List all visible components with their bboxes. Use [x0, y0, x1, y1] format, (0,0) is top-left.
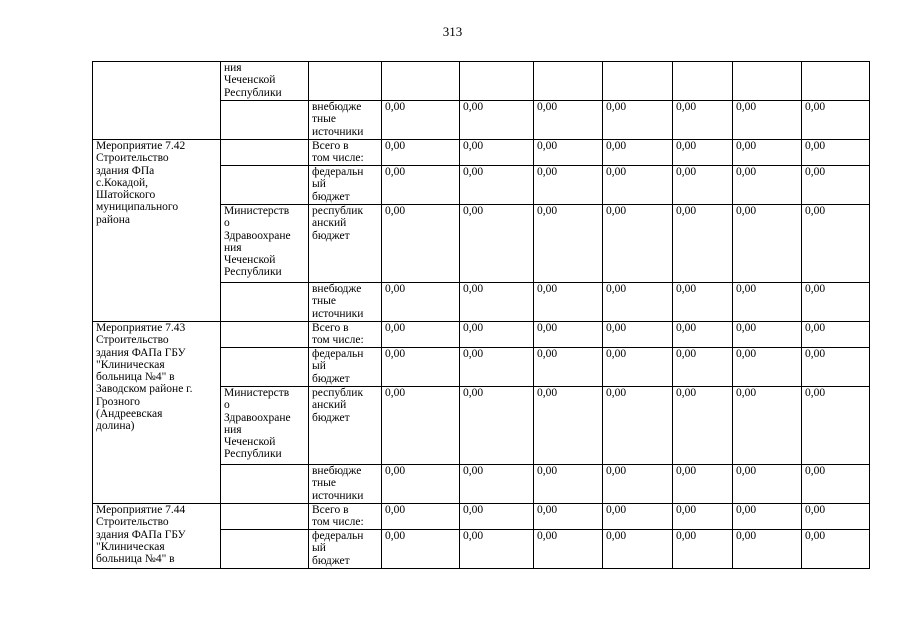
value-cell-y5: 0,00	[673, 504, 733, 530]
table-row	[93, 140, 870, 166]
value-cell-y3: 0,00	[534, 101, 603, 140]
value-cell-y6: 0,00	[733, 348, 802, 387]
value-cell-y5: 0,00	[673, 348, 733, 387]
funding-source-cell	[309, 62, 382, 101]
value-cell-y1	[382, 62, 460, 101]
value-cell-y2: 0,00	[460, 140, 534, 166]
value-cell-y5: 0,00	[673, 465, 733, 504]
value-cell-y4: 0,00	[603, 387, 673, 465]
table-row	[93, 62, 870, 101]
executor-cell: Министерств о Здравоохране ния Чеченской Республики	[221, 387, 309, 465]
funding-source-cell: федеральн ый бюджет	[309, 348, 382, 387]
value-cell-y7	[802, 62, 870, 101]
executor-cell: Министерств о Здравоохране ния Чеченской Республики	[221, 205, 309, 283]
value-cell-y2: 0,00	[460, 322, 534, 348]
value-cell-y3: 0,00	[534, 322, 603, 348]
table-row	[93, 504, 870, 530]
value-cell-y6: 0,00	[733, 166, 802, 205]
value-cell-y4: 0,00	[603, 530, 673, 569]
value-cell-y5: 0,00	[673, 140, 733, 166]
value-cell-y6: 0,00	[733, 465, 802, 504]
value-cell-y7: 0,00	[802, 140, 870, 166]
value-cell-y3: 0,00	[534, 140, 603, 166]
value-cell-y5	[673, 62, 733, 101]
value-cell-y1: 0,00	[382, 348, 460, 387]
value-cell-y2: 0,00	[460, 387, 534, 465]
value-cell-y7: 0,00	[802, 166, 870, 205]
value-cell-y5: 0,00	[673, 205, 733, 283]
funding-source-cell: внебюдже тные источники	[309, 465, 382, 504]
value-cell-y2	[460, 62, 534, 101]
funding-source-cell: Всего в том числе:	[309, 322, 382, 348]
executor-cell	[221, 530, 309, 569]
value-cell-y6: 0,00	[733, 283, 802, 322]
page-number: 313	[442, 24, 463, 39]
value-cell-y3: 0,00	[534, 205, 603, 283]
value-cell-y1: 0,00	[382, 504, 460, 530]
value-cell-y5: 0,00	[673, 530, 733, 569]
value-cell-y6: 0,00	[733, 530, 802, 569]
funding-source-cell: внебюдже тные источники	[309, 283, 382, 322]
value-cell-y1: 0,00	[382, 205, 460, 283]
value-cell-y3: 0,00	[534, 504, 603, 530]
value-cell-y5: 0,00	[673, 322, 733, 348]
funding-source-cell: республик анский бюджет	[309, 387, 382, 465]
value-cell-y7: 0,00	[802, 101, 870, 140]
executor-cell	[221, 322, 309, 348]
executor-cell	[221, 504, 309, 530]
value-cell-y4: 0,00	[603, 348, 673, 387]
value-cell-y6	[733, 62, 802, 101]
value-cell-y3: 0,00	[534, 530, 603, 569]
value-cell-y3: 0,00	[534, 465, 603, 504]
value-cell-y4	[603, 62, 673, 101]
value-cell-y3	[534, 62, 603, 101]
measure-title-cell: Мероприятие 7.42 Строительство здания ФПа с.Кокадой, Шатойского муниципального района	[93, 140, 221, 322]
value-cell-y2: 0,00	[460, 101, 534, 140]
value-cell-y6: 0,00	[733, 322, 802, 348]
executor-cell	[221, 283, 309, 322]
value-cell-y6: 0,00	[733, 504, 802, 530]
value-cell-y2: 0,00	[460, 205, 534, 283]
value-cell-y4: 0,00	[603, 205, 673, 283]
value-cell-y7: 0,00	[802, 322, 870, 348]
value-cell-y7: 0,00	[802, 205, 870, 283]
value-cell-y2: 0,00	[460, 348, 534, 387]
value-cell-y7: 0,00	[802, 348, 870, 387]
value-cell-y5: 0,00	[673, 101, 733, 140]
funding-source-cell: федеральн ый бюджет	[309, 530, 382, 569]
value-cell-y2: 0,00	[460, 530, 534, 569]
funding-source-cell: республик анский бюджет	[309, 205, 382, 283]
funding-source-cell: федеральн ый бюджет	[309, 166, 382, 205]
value-cell-y1: 0,00	[382, 166, 460, 205]
value-cell-y4: 0,00	[603, 140, 673, 166]
budget-table	[92, 61, 870, 569]
value-cell-y4: 0,00	[603, 322, 673, 348]
value-cell-y4: 0,00	[603, 166, 673, 205]
value-cell-y4: 0,00	[603, 101, 673, 140]
value-cell-y2: 0,00	[460, 465, 534, 504]
value-cell-y5: 0,00	[673, 283, 733, 322]
value-cell-y4: 0,00	[603, 465, 673, 504]
value-cell-y2: 0,00	[460, 166, 534, 205]
executor-cell	[221, 140, 309, 166]
value-cell-y7: 0,00	[802, 283, 870, 322]
value-cell-y3: 0,00	[534, 348, 603, 387]
executor-cell	[221, 348, 309, 387]
value-cell-y7: 0,00	[802, 465, 870, 504]
value-cell-y2: 0,00	[460, 504, 534, 530]
measure-title-cell	[93, 62, 221, 140]
value-cell-y7: 0,00	[802, 387, 870, 465]
measure-title-cell: Мероприятие 7.43 Строительство здания ФАПа ГБУ "Клиническая больница №4" в Заводском районе г. Грозного (Андреевская долина)	[93, 322, 221, 504]
value-cell-y7: 0,00	[802, 530, 870, 569]
value-cell-y6: 0,00	[733, 140, 802, 166]
executor-cell	[221, 465, 309, 504]
value-cell-y1: 0,00	[382, 101, 460, 140]
executor-cell: ния Чеченской Республики	[221, 62, 309, 101]
value-cell-y7: 0,00	[802, 504, 870, 530]
executor-cell	[221, 166, 309, 205]
value-cell-y1: 0,00	[382, 140, 460, 166]
value-cell-y2: 0,00	[460, 283, 534, 322]
value-cell-y3: 0,00	[534, 166, 603, 205]
value-cell-y5: 0,00	[673, 387, 733, 465]
value-cell-y6: 0,00	[733, 387, 802, 465]
table-row	[93, 322, 870, 348]
value-cell-y5: 0,00	[673, 166, 733, 205]
value-cell-y1: 0,00	[382, 283, 460, 322]
funding-source-cell: Всего в том числе:	[309, 140, 382, 166]
funding-source-cell: Всего в том числе:	[309, 504, 382, 530]
value-cell-y6: 0,00	[733, 101, 802, 140]
value-cell-y6: 0,00	[733, 205, 802, 283]
value-cell-y3: 0,00	[534, 387, 603, 465]
value-cell-y3: 0,00	[534, 283, 603, 322]
value-cell-y1: 0,00	[382, 322, 460, 348]
value-cell-y4: 0,00	[603, 283, 673, 322]
value-cell-y1: 0,00	[382, 387, 460, 465]
measure-title-cell: Мероприятие 7.44 Строительство здания ФАПа ГБУ "Клиническая больница №4" в	[93, 504, 221, 569]
value-cell-y1: 0,00	[382, 530, 460, 569]
funding-source-cell: внебюдже тные источники	[309, 101, 382, 140]
executor-cell	[221, 101, 309, 140]
value-cell-y1: 0,00	[382, 465, 460, 504]
value-cell-y4: 0,00	[603, 504, 673, 530]
